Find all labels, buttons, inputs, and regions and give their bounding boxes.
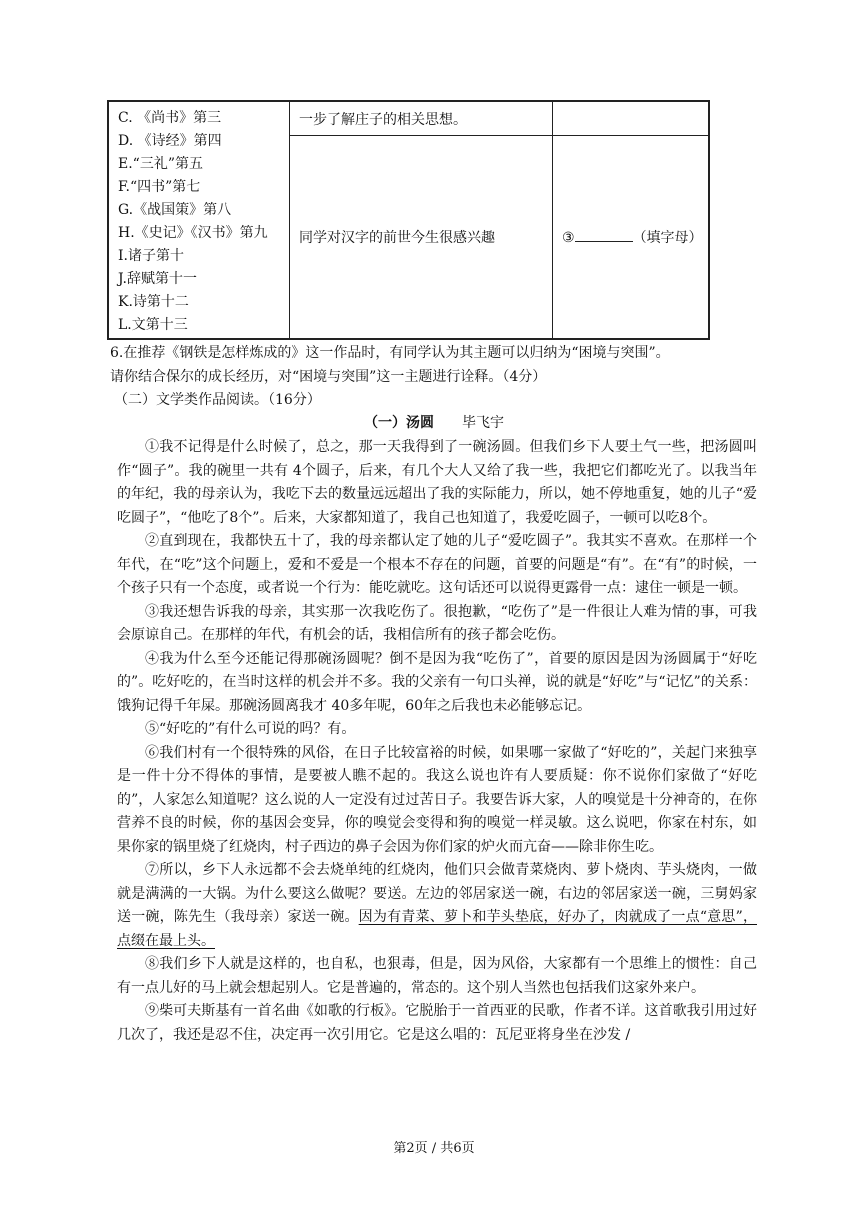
book-list-item: C. 《尚书》第三 [118, 110, 222, 126]
paragraph-9: ⑨柴可夫斯基有一首名曲《如歌的行板》。它脱胎于一首西亚的民歌，作者不详。这首歌我引用过好几次了，我还是忍不住，决定再一次引用它。它是这么唱的：瓦尼亚将身坐在沙发 / [117, 1003, 757, 1043]
article-author: 毕飞宇 [462, 415, 504, 431]
paragraph-3: ③我还想告诉我的母亲，其实那一次我吃伤了。很抱歉，“吃伤了”是一件很让人难为情的事，可我会原谅自己。在那样的年代，有机会的话，我相信所有的孩子都会吃伤。 [117, 603, 757, 643]
paragraph-6: ⑥我们村有一个很特殊的风俗，在日子比较富裕的时候，如果哪一家做了“好吃的”，关起门来独享是一件十分不得体的事情，是要被人瞧不起的。我这么说也许有人要质疑：你不说你们家做了“好吃的”，人家怎么知道呢？这么说的人一定没有过过苦日子。我要告诉大家，人的嗅觉是十分神奇的，在你营养不良的时候，你的基因会变异，你的嗅觉会变得和狗的嗅觉一样灵敏。这么说吧，你家在村东，如果你家的锅里烧了红烧肉，村子西边的鼻子会因为你们家的炉火而亢奋——除非你生吃。 [117, 744, 757, 855]
table-row2-desc: 同学对汉字的前世今生很感兴趣 [299, 230, 495, 246]
book-list-item: E.“三礼”第五 [118, 156, 203, 172]
book-list-item: H.《史记》《汉书》第九 [118, 225, 268, 241]
book-list-item: F.“四书”第七 [118, 179, 201, 195]
page-footer: 第2页 / 共6页 [393, 1141, 475, 1156]
fill-blank[interactable] [575, 229, 633, 242]
answer-blank-line[interactable] [553, 227, 708, 247]
table-row1-answer-cell [553, 101, 710, 136]
paragraph-7 [117, 859, 757, 953]
table-row1-desc-cell [290, 101, 553, 136]
table-row2-desc-cell [290, 136, 553, 340]
book-list-item: D. 《诗经》第四 [118, 133, 222, 149]
book-list-item: L.文第十三 [118, 317, 188, 333]
paragraph-8: ⑧我们乡下人就是这样的，也自私，也狠毒，但是，因为风俗，大家都有一个思维上的惯性：自己有一点儿好的马上就会想起别人。它是普遍的，常态的。这个别人当然也包括我们这家外来户。 [117, 956, 757, 996]
paragraph-7-underlined: 因为有青菜、萝卜和芋头垫底，好办了，肉就成了一点“意思”，点缀在最上头。 [117, 909, 757, 949]
section-heading: （二）文学类作品阅读。（16分） [114, 392, 321, 408]
answer-suffix: （填字母） [632, 230, 703, 246]
paragraph-1: ①我不记得是什么时候了，总之，那一天我得到了一碗汤圆。但我们乡下人要土气一些，把汤圆叫作“圆子”。我的碗里一共有 4个圆子，后来，有几个大人又给了我一些，我把它们都吃光了。以我当年的年纪，我的母亲认为，我吃下去的数量远远超出了我的实际能力，所以，她不停地重复，她的儿子“爱吃圆子”，“他吃了8个”。后来，大家都知道了，我自己也知道了，我爱吃圆子，一顿可以吃8个。 [117, 439, 757, 526]
book-list-item: G.《战国策》第八 [118, 202, 232, 218]
book-list-item: K.诗第十二 [118, 294, 189, 310]
paragraph-5: ⑤“好吃的”有什么可说的吗？有。 [145, 721, 356, 737]
reference-table [107, 100, 710, 340]
answer-prefix: ③ [562, 230, 575, 246]
article-body [117, 436, 757, 1047]
book-list-cell [108, 101, 290, 339]
paragraph-4: ④我为什么至今还能记得那碗汤圆呢？倒不是因为我“吃伤了”，首要的原因是因为汤圆属于“好吃的”。吃好吃的，在当时这样的机会并不多。我的父亲有一句口头禅，说的就是“好吃”与“记忆”的关系：饿狗记得千年屎。那碗汤圆离我才 40多年呢，60年之后我也未必能够忘记。 [117, 650, 757, 714]
question-6-line2: 请你结合保尔的成长经历，对“困境与突围”这一主题进行诠释。（4分） [110, 368, 547, 385]
question-6-line1: 6.在推荐《钢铁是怎样炼成的》这一作品时，有同学认为其主题可以归纳为“困境与突围”。 [110, 345, 670, 361]
paragraph-2: ②直到现在，我都快五十了，我的母亲都认定了她的儿子“爱吃圆子”。我其实不喜欢。在那样一个年代，在“吃”这个问题上，爱和不爱是一个根本不存在的问题，首要的问题是“有”。在“有”的时候，一个孩子只有一个态度，或者说一个行为：能吃就吃。这句话还可以说得更露骨一点：逮住一顿是一顿。 [117, 533, 757, 596]
book-list-item: J.辞赋第十一 [118, 271, 197, 287]
table-row1-desc: 一步了解庄子的相关思想。 [299, 112, 467, 128]
table-row2-answer-cell [553, 136, 710, 340]
book-list-item: I.诸子第十 [118, 248, 184, 264]
question-6 [110, 342, 760, 389]
paragraph-7-text: ⑦所以，乡下人永远都不会去烧单纯的红烧肉，他们只会做青菜烧肉、萝卜烧肉、芋头烧肉，一做就是满满的一大锅。为什么要这么做呢？要送。左边的邻居家送一碗，右边的邻居家送一碗，三舅妈家送一碗，陈先生（我母亲）家送一碗。 [117, 862, 757, 925]
article-title: （一）汤圆 [364, 415, 434, 431]
article-title-line [0, 412, 868, 432]
